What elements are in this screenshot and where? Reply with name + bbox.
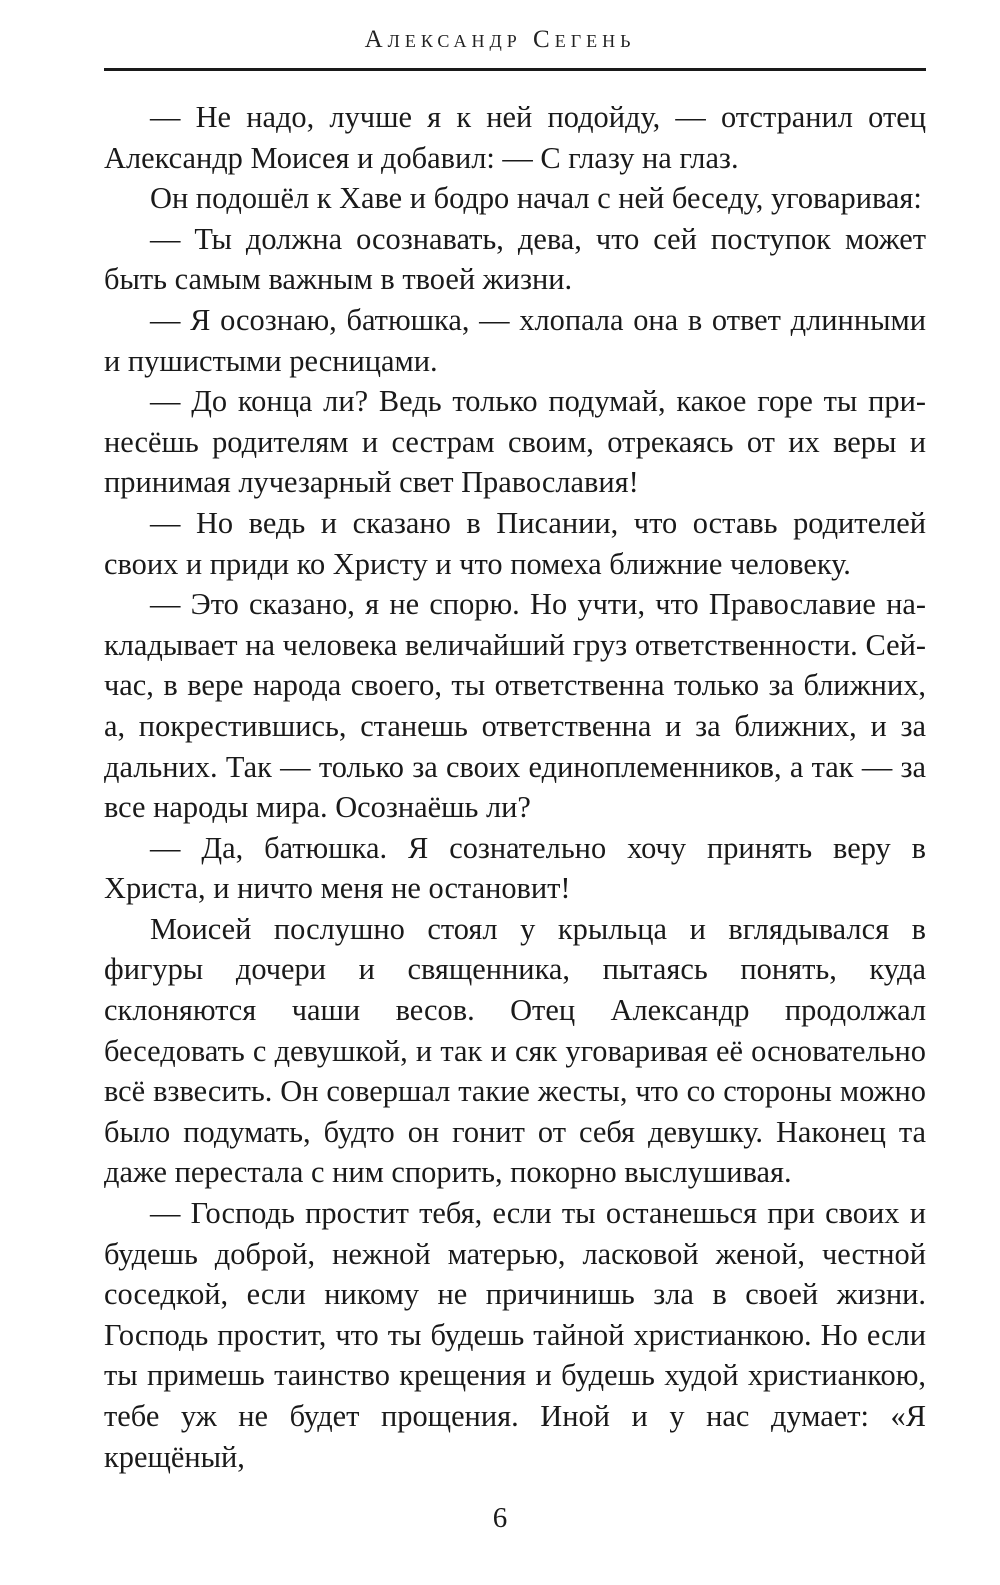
- header-rule: [104, 68, 926, 71]
- paragraph: Моисей послушно стоял у крыльца и вглядывался в фигуры дочери и священника, пытаясь понять, куда склоняются чаши весов. Отец Александр продолжал беседовать с девушкой, и так и сяк уговаривая её основательно всё взвесить. Он совершал такие жесты, что со стороны можно было подумать, будто он гонит от себя девушку. Наконец та даже перестала с ним спорить, покорно выслушивая.: [104, 911, 926, 1190]
- running-header: Александр Сегень: [364, 26, 636, 53]
- paragraph: — Ты должна осознавать, дева, что сей поступок может быть самым важным в твоей жизни.: [104, 221, 926, 297]
- paragraph: — Это сказано, я не спорю. Но учти, что Православие накладывает на человека величайший груз ответственности. Сейчас, в вере народа своего, ты ответственна только за ближних, а, покрестившись, станешь ответственна и за ближних, и за дальних. Так — только за своих единоплеменников, а так — за все народы мира. Осознаёшь ли?: [104, 587, 926, 825]
- page-number: 6: [492, 1502, 508, 1534]
- paragraph: — Я осознаю, батюшка, — хлопала она в ответ длинными и пушистыми ресницами.: [104, 302, 926, 378]
- paragraph: Он подошёл к Хаве и бодро начал с ней беседу, уговаривая:: [150, 181, 922, 216]
- paragraph: — Не надо, лучше я к ней подойду, — отстранил отец Александр Моисея и добавил: — С глазу на глаз.: [104, 100, 926, 175]
- paragraph: — Господь простит тебя, если ты останешься при своих и будешь доброй, нежной матерью, ласковой женой, честной соседкой, если никому не причинишь зла в своей жизни. Господь простит, что ты будешь тайной христианкою. Но если ты примешь таинство крещения и будешь худой христианкою, тебе уж не будет прощения. Иной и у нас думает: «Я крещёный,: [104, 1196, 926, 1474]
- body-text: [104, 97, 926, 1477]
- paragraph: — Но ведь и сказано в Писании, что оставь родителей своих и приди ко Христу и что помеха ближние человеку.: [104, 505, 926, 581]
- paragraph: — Да, батюшка. Я сознательно хочу принять веру в Христа, и ничто меня не остановит!: [104, 830, 926, 906]
- paragraph: — До конца ли? Ведь только подумай, какое горе ты принесёшь родителям и сестрам своим, отрекаясь от их веры и принимая лучезарный свет Православия!: [104, 384, 926, 500]
